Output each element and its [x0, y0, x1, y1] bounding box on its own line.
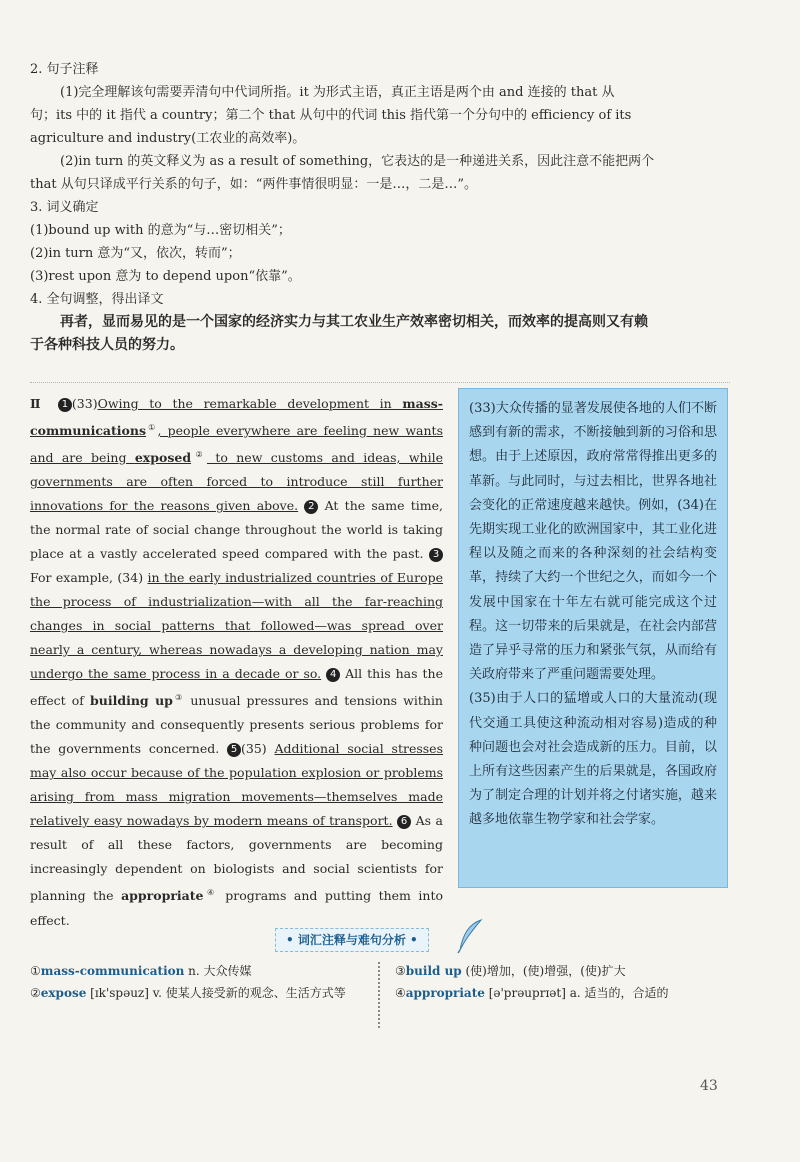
- vocab-entry: [30, 960, 370, 982]
- question-number: (33): [71, 396, 98, 411]
- note-line: that 从句只译成平行关系的句子，如：“两件事情很明显：一是…，二是…”。: [30, 177, 477, 192]
- section-title: 3. 词义确定: [30, 200, 99, 215]
- passage-text: As a result of all these factors, governments are becoming increasingly dependent on biologists and social scientists for planning the: [30, 813, 444, 904]
- vocab-heading: • 词汇注释与难句分析 •: [275, 928, 429, 952]
- sentence-marker: 5: [227, 743, 241, 757]
- vocab-number: ①: [30, 964, 41, 978]
- vocab-term: building up: [90, 693, 173, 709]
- vocab-number: ②: [30, 986, 41, 1000]
- section-number: Ⅱ: [30, 396, 48, 411]
- final-translation: 于各种科技人员的努力。: [30, 337, 184, 353]
- vocab-term: exposed: [134, 450, 192, 466]
- english-passage: [30, 392, 443, 933]
- note-line: (2)in turn 的英文释义为 as a result of something，它表达的是一种递进关系，因此注意不能把两个: [60, 154, 655, 169]
- vocab-term: mass-communications: [30, 396, 443, 439]
- question-number: (35): [241, 741, 275, 757]
- note-line: (3)rest upon 意为 to depend upon“依靠”。: [30, 269, 301, 284]
- sentence-notes: [30, 58, 730, 357]
- passage-text: At the same time, the normal rate of social change throughout the world is taking place at a vastly accelerated speed compared with the past.: [30, 498, 443, 562]
- vocab-list-right: [395, 960, 735, 1004]
- vocab-number: ④: [395, 986, 406, 1000]
- note-line: (1)完全理解该句需要弄清句中代词所指。it 为形式主语，真正主语是两个由 and 连接的 that 从: [60, 85, 615, 100]
- vocab-word: mass-communication: [40, 964, 185, 978]
- passage-text: unusual pressures and tensions within the community and consequently presents serious problems for the governments concerned.: [30, 693, 443, 757]
- section-title: 4. 全句调整，得出译文: [30, 292, 164, 307]
- passage-text: Additional social stresses may also occur because of the population explosion or problems arising from mass migration movements—themselves made relatively easy nowadays by modern means of transport.: [30, 741, 443, 829]
- final-translation: 再者，显而易见的是一个国家的经济实力与其工农业生产效率密切相关，而效率的提高则又有赖: [60, 314, 648, 330]
- sentence-marker: 1: [58, 398, 72, 412]
- vocab-word: build up: [405, 964, 462, 978]
- sentence-marker: 3: [429, 548, 443, 562]
- sentence-marker: 4: [326, 668, 340, 682]
- footnote-ref: ③: [172, 693, 185, 703]
- footnote-ref: ②: [191, 450, 207, 460]
- vocab-definition: [ɪk'spəuz] v. 使某人接受新的观念、生活方式等: [86, 986, 346, 1000]
- sentence-marker: 2: [304, 500, 318, 514]
- vocab-list-left: [30, 960, 370, 1004]
- passage-text: , people everywhere are feeling new wants and are being: [30, 423, 443, 466]
- note-line: (2)in turn 意为“又，依次，转而”；: [30, 246, 241, 261]
- note-line: agriculture and industry(工农业的高效率)。: [30, 131, 306, 146]
- note-line: (1)bound up with 的意为“与…密切相关”；: [30, 223, 291, 238]
- footnote-ref: ④: [203, 888, 218, 898]
- passage-text: programs and putting them into effect.: [30, 888, 443, 928]
- section-divider: [30, 382, 730, 383]
- passage-text: to new customs and ideas, while governments are often forced to introduce still further innovations for the reasons given above.: [30, 450, 443, 514]
- vocab-number: ③: [395, 964, 406, 978]
- section-title: 2. 句子注释: [30, 62, 99, 77]
- passage-text: in the early industrialized countries of Europe the process of industrialization—with all the far-reaching changes in social patterns that followed—was spread over nearly a century, whereas nowadays a developing nation may undergo the same process in a decade or so.: [30, 570, 443, 682]
- vocab-definition: [ə'prəuprɪət] a. 适当的，合适的: [484, 986, 669, 1000]
- vocab-entry: [30, 982, 370, 1004]
- passage-text: All this has the effect of: [30, 666, 443, 709]
- sentence-marker: 6: [397, 815, 411, 829]
- vocab-term: appropriate: [121, 888, 204, 904]
- vocab-definition: (使)增加，(使)增强，(使)扩大: [461, 964, 626, 978]
- vocab-definition: n. 大众传媒: [184, 964, 252, 978]
- vocab-entry: [395, 960, 735, 982]
- translation-paragraph: (33)大众传播的显著发展使各地的人们不断感到有新的需求，不断接触到新的习俗和思想。由于上述原因，政府常常得推出更多的革新。与此同时，与过去相比，世界各地社会变化的正常速度越来越快。例如，(34)在先期实现工业化的欧洲国家中，其工业化进程以及随之而来的各种深刻的社会结构变革，持续了大约一个世纪之久，而如今一个发展中国家在十年左右就可能完成这个过程。这一切带来的后果就是，在社会内部营造了异乎寻常的压力和紧张气氛，从而给有关政府带来了严重问题需要处理。: [469, 401, 717, 683]
- vocab-entry: [395, 982, 735, 1004]
- vocab-divider: [378, 962, 386, 1028]
- quill-icon: [455, 918, 485, 958]
- vocab-word: expose: [40, 986, 87, 1000]
- page-number: 43: [700, 1078, 718, 1094]
- footnote-ref: ①: [146, 423, 158, 432]
- translation-paragraph: (35)由于人口的猛增或人口的大量流动(现代交通工具使这种流动相对容易)造成的种种问题也会对社会造成新的压力。目前，以上所有这些因素产生的后果就是，各国政府为了制定合理的计划并将之付诸实施，越来越多地依靠生物学家和社会学家。: [469, 691, 717, 828]
- translation-box: [458, 388, 728, 888]
- note-line: 句；its 中的 it 指代 a country；第二个 that 从句中的代词 this 指代第一个分句中的 efficiency of its: [30, 108, 632, 123]
- passage-text: Owing to the remarkable development in: [97, 396, 403, 411]
- passage-text: For example, (34): [30, 570, 148, 586]
- vocab-word: appropriate: [405, 986, 485, 1000]
